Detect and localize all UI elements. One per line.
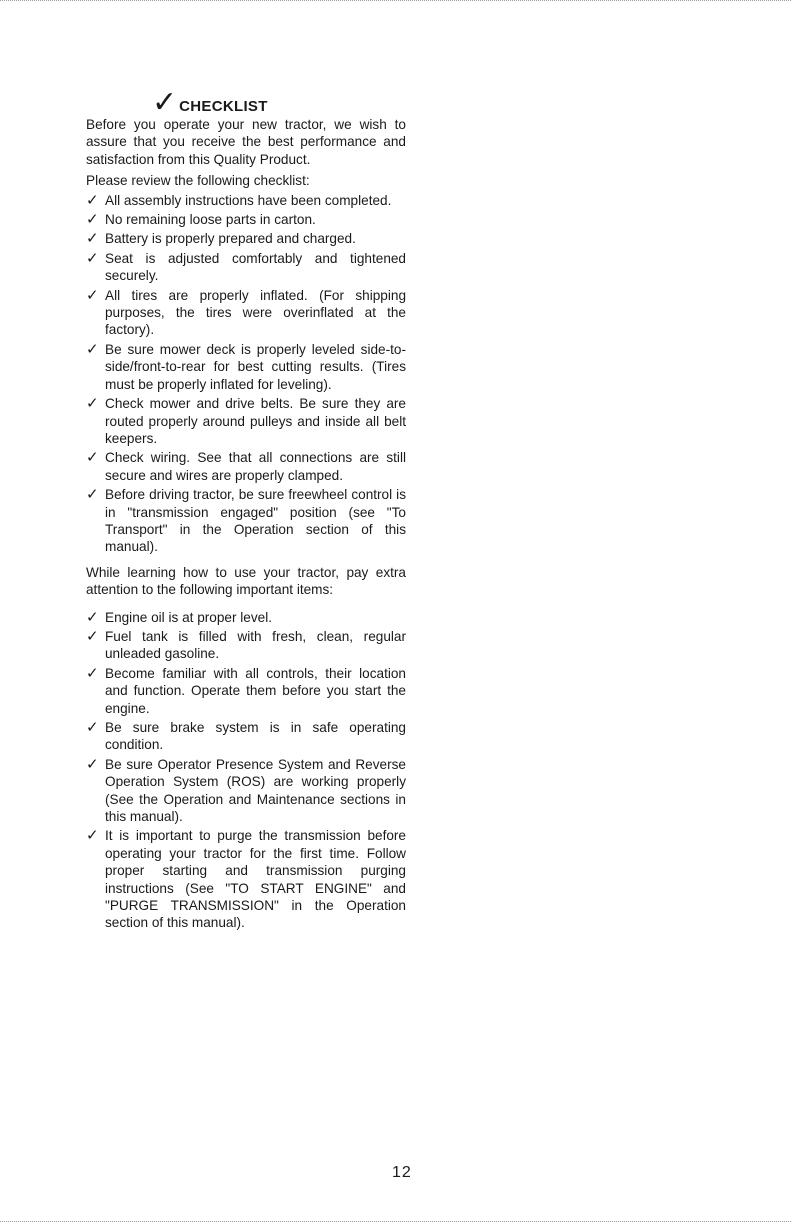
list-item-text: Seat is adjusted comfortably and tightened securely. <box>105 250 406 284</box>
list-item <box>86 395 406 447</box>
intro-paragraph: Before you operate your new tractor, we wish to assure that you receive the best performance and satisfaction from this Quality Product. <box>86 117 406 167</box>
page-number: 12 <box>392 1164 412 1181</box>
checkmark-icon: ✓ <box>86 663 99 682</box>
checkmark-icon: ✓ <box>86 229 99 248</box>
checkmark-icon: ✓ <box>86 626 99 645</box>
list-item-text: Be sure Operator Presence System and Reverse Operation System (ROS) are working properly (See the Operation and Maintenance sections in this manual). <box>105 756 406 825</box>
page-title: CHECKLIST <box>179 98 268 115</box>
list-item <box>86 250 406 285</box>
list-item-text: Before driving tractor, be sure freewheel control is in "transmission engaged" position (see "To Transport" in the Operation section of this manual). <box>105 487 406 555</box>
checkmark-icon: ✓ <box>86 485 99 504</box>
list-item-text: Be sure mower deck is properly leveled side-to-side/front-to-rear for best cutting results. (Tires must be properly inflated for leveling). <box>105 341 406 392</box>
list-item <box>86 486 406 556</box>
checkmark-icon: ✓ <box>86 339 99 358</box>
list-item <box>86 609 406 626</box>
list-item <box>86 287 406 339</box>
list-item-text: All tires are properly inflated. (For shipping purposes, the tires were overinflated at the factory). <box>105 287 406 338</box>
checkmark-icon: ✓ <box>86 607 99 626</box>
checkmark-icon: ✓ <box>86 285 99 304</box>
checkmark-icon: ✓ <box>86 826 99 845</box>
list-item <box>86 230 406 247</box>
checkmark-icon: ✓ <box>86 754 99 773</box>
list-item <box>86 756 406 826</box>
list-item <box>86 827 406 931</box>
list-item-text: Fuel tank is filled with fresh, clean, regular unleaded gasoline. <box>105 628 406 662</box>
list-item <box>86 449 406 484</box>
important-items-list <box>86 609 406 932</box>
list-item <box>86 628 406 663</box>
list-item <box>86 211 406 228</box>
review-instruction: Please review the following checklist: <box>86 173 310 189</box>
list-item-text: It is important to purge the transmission before operating your tractor for the first time. Follow proper starting and transmission purging instructions (See "TO START ENGINE" and "PURGE TRANSMISSION" in the Operation section of this manual). <box>105 828 406 931</box>
checkmark-icon: ✓ <box>86 718 99 736</box>
list-item <box>86 719 406 754</box>
list-item-text: All assembly instructions have been completed. <box>105 192 392 208</box>
list-item-text: Battery is properly prepared and charged. <box>105 231 356 247</box>
list-item-text: Become familiar with all controls, their location and function. Operate them before you start the engine. <box>105 665 406 716</box>
checkmark-icon: ✓ <box>86 210 99 229</box>
checkmark-icon: ✓ <box>152 85 178 120</box>
checkmark-icon: ✓ <box>86 190 99 209</box>
while-learning-paragraph: While learning how to use your tractor, pay extra attention to the following important items: <box>86 564 406 598</box>
list-item-text: Check wiring. See that all connections are still secure and wires are properly clamped. <box>105 450 406 483</box>
checkmark-icon: ✓ <box>86 448 99 467</box>
checklist-heading <box>152 82 406 120</box>
list-item-text: No remaining loose parts in carton. <box>105 212 316 228</box>
checkmark-icon: ✓ <box>86 394 99 413</box>
list-item <box>86 192 406 209</box>
list-item <box>86 665 406 717</box>
pre-operation-checklist <box>86 192 406 556</box>
list-item-text: Check mower and drive belts. Be sure they are routed properly around pulleys and inside all belt keepers. <box>105 396 406 446</box>
checkmark-icon: ✓ <box>86 248 99 267</box>
list-item-text: Be sure brake system is in safe operating condition. <box>105 720 406 753</box>
list-item <box>86 341 406 393</box>
checklist-section <box>86 82 406 932</box>
list-item-text: Engine oil is at proper level. <box>105 609 272 625</box>
top-scan-edge <box>0 0 791 2</box>
